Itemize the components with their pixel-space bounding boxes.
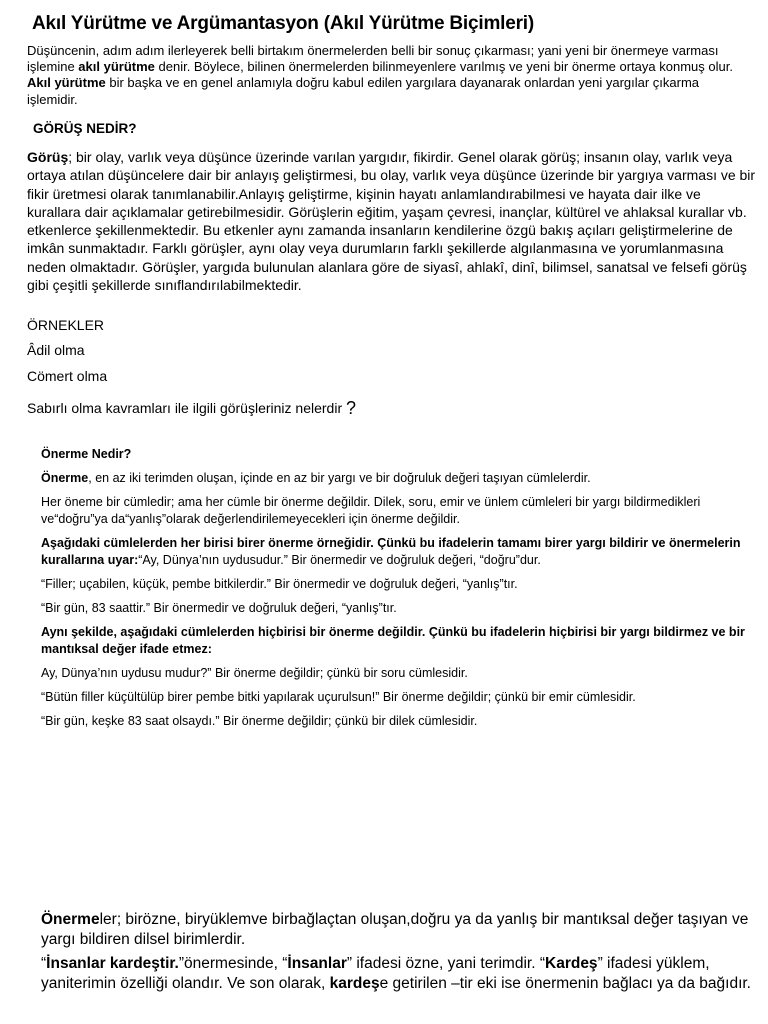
onerme-section	[41, 446, 757, 737]
gorus-text: ; bir olay, varlık veya düşünce üzerinde varılan yargıdır, fikirdir. Genel olarak görüş; insanın olay, varlık veya ortaya atılan düşüncelere dair bir anlayış geliştirmesi, bu olay, varlık veya düşünce üzerinde bir yargıya varması ve bir fikir üretmesi olarak tanımlanabilir.Anlayış geliştirme, kişinin hayatı anlamlandırabilmesi ve hayata dair ilke ve kurallara dair açıklamalar getirebilmesidir. Görüşlerin eğitim, yaşam çevresi, inançlar, kültürel ve ahlaksal kurallar vb. etkenlerce şekillenmektedir. Bu etkenler aynı zamanda insanların kendilerine özgü bakış açıları geliştirmelerine de imkân sunmaktadır. Farklı görüşler, aynı olay veya durumların farklı şekillerde algılanmasına ve yorumlanmasına neden olmaktadır. Görüşler, yargıda bulunulan alanlara göre de siyasî, ahlakî, dinî, bilimsel, sanatsal ve felsefi görüş gibi çeşitli şekillerde sınıflandırılabilmektedir.	[27, 149, 756, 294]
predicate-term: Kardeş	[545, 955, 598, 973]
onerme-example-intro-bold: Aşağıdaki cümlelerden her birisi birer önerme örneğidir. Çünkü bu ifadelerin tamamı birer yargı bildirir ve önermelerin kurallarına uyar:	[41, 536, 741, 567]
onerme-example: “Filler; uçabilen, küçük, pembe bitkilerdir.” Bir önermedir ve doğruluk değeri, “yanlış”tır.	[41, 577, 518, 591]
conjunction-term: kardeş	[329, 974, 380, 992]
example-question-text: Sabırlı olma kavramları ile ilgili görüşleriniz nelerdir	[27, 400, 346, 416]
summary-definition-text: ler; birözne, biryüklemve birbağlaçtan oluşan,doğru ya da yanlış bir mantıksal değer taşıyan ve yargı bildiren dilsel birimlerdir.	[41, 911, 749, 948]
non-onerme-example: “Bütün filler küçültülüp birer pembe bitki yapılarak uçurulsun!” Bir önerme değildir; çünkü bir emir cümlesidir.	[41, 690, 636, 704]
summary-text: ” ifadesi yüklem, yaniterimin özelliği olandır. Ve son olarak,	[41, 955, 710, 992]
onerme-heading: Önerme Nedir?	[41, 447, 132, 461]
subject-term: İnsanlar	[287, 955, 347, 973]
intro-text-3: bir başka ve en genel anlamıyla doğru kabul edilen yargılara dayanarak onlardan yeni yargılar çıkarma işlemidir.	[27, 75, 700, 107]
summary-bold-term: Önerme	[41, 911, 100, 928]
summary-text: ” ifadesi özne, yani terimdir. “	[346, 955, 545, 973]
question-mark: ?	[346, 398, 357, 418]
gorus-heading: GÖRÜŞ NEDİR?	[33, 121, 137, 136]
intro-text-1: Düşüncenin, adım adım ilerleyerek belli birtakım önermelerden belli bir sonuç çıkarması; yani yeni bir önermeye varması işlemine	[27, 43, 719, 75]
non-onerme-example: “Bir gün, keşke 83 saat olsaydı.” Bir önerme değildir; çünkü bir dilek cümlesidir.	[41, 714, 478, 728]
example-item: Cömert olma	[27, 368, 108, 384]
quote-open: “	[41, 955, 47, 973]
non-onerme-intro-bold: Aynı şekilde, aşağıdaki cümlelerden hiçbirisi bir önerme değildir. Çünkü bu ifadelerin hiçbirisi bir yargı bildirmez ve bir mantıksal değer ifade etmez:	[41, 625, 745, 656]
onerme-definition-text: , en az iki terimden oluşan, içinde en az bir yargı ve bir doğruluk değeri taşıyan cümlelerdir.	[88, 471, 591, 485]
summary-text: ”önermesinde, “	[178, 955, 288, 973]
summary-section	[41, 910, 761, 998]
summary-example	[41, 954, 761, 993]
example-question	[27, 398, 356, 419]
gorus-bold-term: Görüş	[27, 149, 69, 165]
summary-definition	[41, 910, 761, 949]
onerme-example-text: “Ay, Dünya’nın uydusudur.” Bir önermedir ve doğruluk değeri, “doğru”dur.	[138, 553, 541, 567]
summary-text: e getirilen –tir eki ise önermenin bağlacı ya da bağıdır.	[379, 974, 751, 992]
example-item: Âdil olma	[27, 342, 85, 358]
onerme-paragraph: Her öneme bir cümledir; ama her cümle bir önerme değildir. Dilek, soru, emir ve ünlem cümleleri bir yargı bildirmedikleri ve“doğru”ya da“yanlış”olarak değerlendirilemeyecekleri için önerme değildir.	[41, 495, 701, 526]
example-sentence: İnsanlar kardeştir.	[46, 955, 179, 973]
page-title: Akıl Yürütme ve Argümantasyon (Akıl Yürütme Biçimleri)	[32, 13, 534, 34]
examples-label: ÖRNEKLER	[27, 317, 105, 333]
onerme-definition	[41, 470, 757, 487]
gorus-paragraph	[27, 148, 757, 294]
onerme-bold-term: Önerme	[41, 471, 89, 485]
intro-text-2: denir. Böylece, bilinen önermelerden bilinmeyenlere varılmış ve yeni bir önerme ortaya konmuş olur.	[154, 59, 733, 75]
non-onerme-example: Ay, Dünya’nın uydusu mudur?” Bir önerme değildir; çünkü bir soru cümlesidir.	[41, 666, 468, 680]
intro-paragraph	[27, 43, 741, 108]
non-onerme-intro	[41, 624, 757, 658]
onerme-example: “Bir gün, 83 saattir.” Bir önermedir ve doğruluk değeri, “yanlış”tır.	[41, 601, 397, 615]
onerme-example-intro	[41, 535, 757, 569]
intro-bold-term-2: Akıl yürütme	[27, 75, 106, 91]
intro-bold-term-1: akıl yürütme	[78, 59, 155, 75]
